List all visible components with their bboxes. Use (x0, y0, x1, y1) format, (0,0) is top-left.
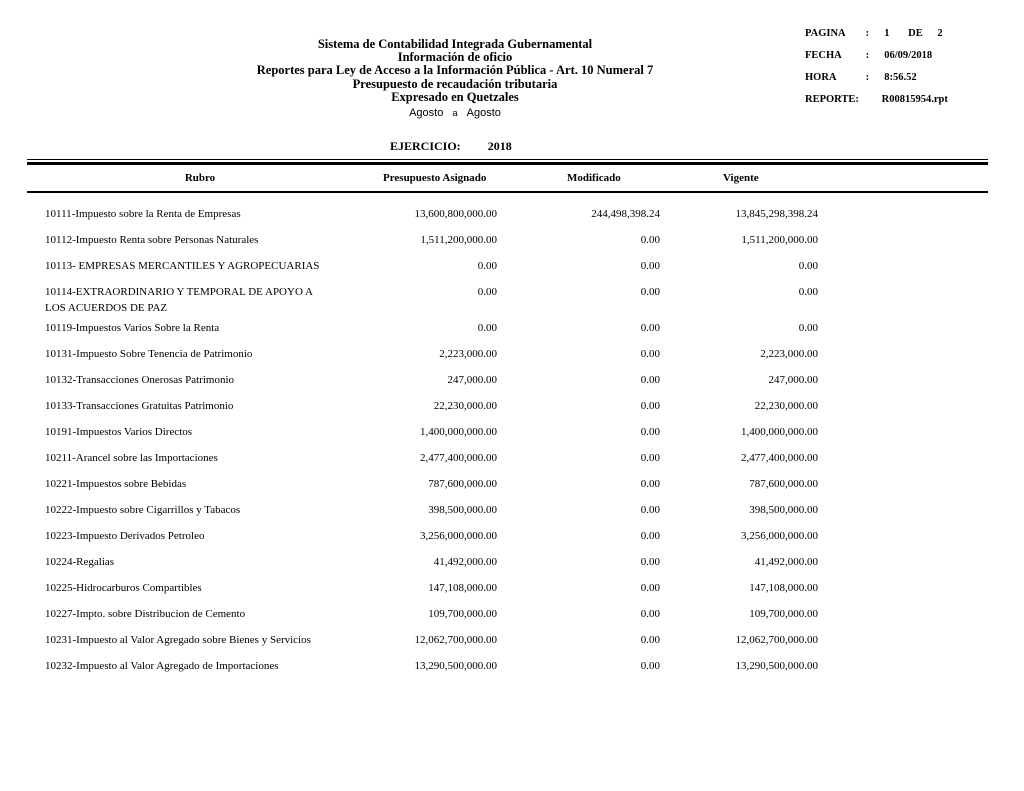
cell-rubro: 10114-EXTRAORDINARIO Y TEMPORAL DE APOYO A LOS ACUERDOS DE PAZ (45, 286, 313, 314)
pagina-de-label: DE (908, 28, 923, 39)
cell-vigente: 147,108,000.00 (749, 582, 818, 594)
table-row (30, 654, 988, 680)
hora-label: HORA (805, 72, 837, 83)
cell-vigente: 0.00 (798, 286, 818, 298)
table-row (30, 420, 988, 446)
meta-hora (805, 72, 948, 94)
cell-rubro: 10222-Impuesto sobre Cigarrillos y Tabacos (45, 504, 241, 516)
cell-modificado: 0.00 (640, 426, 660, 438)
cell-rubro: 10112-Impuesto Renta sobre Personas Naturales (45, 234, 259, 246)
cell-presupuesto-asignado: 1,400,000,000.00 (420, 426, 497, 438)
table-row (30, 446, 988, 472)
table-row (30, 550, 988, 576)
cell-vigente: 13,845,298,398.24 (735, 208, 818, 220)
pagina-colon: : (865, 28, 870, 39)
cell-presupuesto-asignado: 22,230,000.00 (433, 400, 497, 412)
report-subtitle-3: Presupuesto de recaudación tributaria (352, 76, 558, 91)
report-subtitle-2: Reportes para Ley de Acceso a la Información Pública - Art. 10 Numeral 7 (256, 63, 654, 78)
cell-presupuesto-asignado: 3,256,000,000.00 (420, 530, 497, 542)
column-header-vigente: Vigente (723, 172, 759, 184)
pagina-label: PAGINA (805, 28, 846, 39)
report-period (105, 107, 805, 119)
cell-presupuesto-asignado: 147,108,000.00 (428, 582, 497, 594)
report-meta-block (805, 28, 948, 116)
fecha-colon: : (865, 50, 870, 61)
cell-presupuesto-asignado: 0.00 (477, 286, 497, 298)
cell-modificado: 0.00 (640, 286, 660, 298)
cell-rubro: 10211-Arancel sobre las Importaciones (45, 452, 218, 464)
cell-rubro: 10227-Impto. sobre Distribucion de Cemento (45, 608, 246, 620)
ejercicio-line (390, 139, 512, 154)
cell-presupuesto-asignado: 13,600,800,000.00 (414, 208, 497, 220)
cell-vigente: 2,223,000.00 (760, 348, 818, 360)
cell-modificado: 244,498,398.24 (591, 208, 660, 220)
cell-presupuesto-asignado: 12,062,700,000.00 (414, 634, 497, 646)
cell-rubro: 10131-Impuesto Sobre Tenencia de Patrimonio (45, 348, 253, 360)
cell-rubro: 10224-Regalias (45, 556, 115, 568)
table-row (30, 472, 988, 498)
cell-modificado: 0.00 (640, 634, 660, 646)
report-title-block (105, 38, 805, 119)
cell-vigente: 41,492,000.00 (754, 556, 818, 568)
report-title: Sistema de Contabilidad Integrada Gubernamental (317, 37, 593, 51)
pagina-value: 1 (884, 28, 890, 39)
table-top-rule-thin (27, 159, 988, 160)
cell-rubro: 10223-Impuesto Derivados Petroleo (45, 530, 205, 542)
cell-modificado: 0.00 (640, 400, 660, 412)
cell-rubro: 10225-Hidrocarburos Compartibles (45, 582, 202, 594)
cell-rubro: 10132-Transacciones Onerosas Patrimonio (45, 374, 235, 386)
table-row (30, 280, 988, 316)
table-row (30, 576, 988, 602)
column-header-rubro: Rubro (184, 172, 216, 184)
table-row (30, 316, 988, 342)
fecha-label: FECHA (805, 50, 842, 61)
cell-vigente: 247,000.00 (768, 374, 818, 386)
period-separator: a (452, 108, 458, 120)
table-row (30, 254, 988, 280)
cell-modificado: 0.00 (640, 530, 660, 542)
ejercicio-value: 2018 (487, 139, 512, 153)
table-row (30, 524, 988, 550)
table-header-rule (27, 191, 988, 193)
cell-vigente: 1,511,200,000.00 (741, 234, 818, 246)
cell-rubro: 10119-Impuestos Varios Sobre la Renta (45, 322, 220, 334)
cell-modificado: 0.00 (640, 260, 660, 272)
ejercicio-label: EJERCICIO: (390, 139, 461, 153)
meta-pagina (805, 28, 948, 50)
cell-modificado: 0.00 (640, 322, 660, 334)
period-from: Agosto (409, 107, 444, 120)
cell-modificado: 0.00 (640, 556, 660, 568)
cell-vigente: 398,500,000.00 (749, 504, 818, 516)
table-row (30, 498, 988, 524)
cell-vigente: 787,600,000.00 (749, 478, 818, 490)
reporte-value: R00815954.rpt (881, 94, 948, 105)
report-subtitle-1: Información de oficio (397, 50, 513, 65)
fecha-value: 06/09/2018 (884, 50, 933, 61)
cell-presupuesto-asignado: 2,223,000.00 (439, 348, 497, 360)
budget-table-body (30, 202, 988, 680)
cell-presupuesto-asignado: 0.00 (477, 260, 497, 272)
cell-rubro: 10191-Impuestos Varios Directos (45, 426, 193, 438)
meta-reporte (805, 94, 948, 116)
table-row (30, 342, 988, 368)
cell-presupuesto-asignado: 787,600,000.00 (428, 478, 497, 490)
hora-value: 8:56.52 (884, 72, 917, 83)
cell-modificado: 0.00 (640, 504, 660, 516)
cell-vigente: 1,400,000,000.00 (741, 426, 818, 438)
cell-vigente: 13,290,500,000.00 (735, 660, 818, 672)
table-row (30, 368, 988, 394)
cell-vigente: 0.00 (798, 322, 818, 334)
table-row (30, 628, 988, 654)
cell-modificado: 0.00 (640, 234, 660, 246)
column-header-modificado: Modificado (567, 172, 621, 184)
table-row (30, 602, 988, 628)
cell-modificado: 0.00 (640, 478, 660, 490)
reporte-label: REPORTE: (805, 94, 859, 105)
cell-modificado: 0.00 (640, 374, 660, 386)
cell-rubro: 10232-Impuesto al Valor Agregado de Importaciones (45, 660, 279, 672)
cell-presupuesto-asignado: 13,290,500,000.00 (414, 660, 497, 672)
cell-vigente: 2,477,400,000.00 (741, 452, 818, 464)
cell-rubro: 10111-Impuesto sobre la Renta de Empresas (45, 208, 241, 220)
cell-modificado: 0.00 (640, 582, 660, 594)
table-row (30, 228, 988, 254)
pagina-total: 2 (937, 28, 943, 39)
table-row (30, 394, 988, 420)
table-top-rule-thick (27, 162, 988, 165)
cell-modificado: 0.00 (640, 608, 660, 620)
cell-vigente: 0.00 (798, 260, 818, 272)
cell-vigente: 22,230,000.00 (754, 400, 818, 412)
table-row (30, 202, 988, 228)
cell-presupuesto-asignado: 0.00 (477, 322, 497, 334)
cell-presupuesto-asignado: 2,477,400,000.00 (420, 452, 497, 464)
cell-vigente: 109,700,000.00 (749, 608, 818, 620)
cell-rubro: 10133-Transacciones Gratuitas Patrimonio (45, 400, 234, 412)
cell-presupuesto-asignado: 247,000.00 (447, 374, 497, 386)
cell-modificado: 0.00 (640, 348, 660, 360)
meta-fecha (805, 50, 948, 72)
cell-presupuesto-asignado: 41,492,000.00 (433, 556, 497, 568)
cell-modificado: 0.00 (640, 452, 660, 464)
cell-presupuesto-asignado: 1,511,200,000.00 (420, 234, 497, 246)
cell-presupuesto-asignado: 109,700,000.00 (428, 608, 497, 620)
report-subtitle-4: Expresado en Quetzales (391, 89, 519, 104)
cell-presupuesto-asignado: 398,500,000.00 (428, 504, 497, 516)
cell-rubro: 10231-Impuesto al Valor Agregado sobre Bienes y Servicios (45, 634, 311, 646)
cell-rubro: 10113- EMPRESAS MERCANTILES Y AGROPECUARIAS (45, 260, 320, 272)
cell-vigente: 3,256,000,000.00 (741, 530, 818, 542)
period-to: Agosto (466, 107, 501, 120)
cell-modificado: 0.00 (640, 660, 660, 672)
column-header-presupuesto-asignado: Presupuesto Asignado (383, 172, 487, 184)
cell-rubro: 10221-Impuestos sobre Bebidas (45, 478, 187, 490)
hora-colon: : (865, 72, 870, 83)
cell-vigente: 12,062,700,000.00 (735, 634, 818, 646)
